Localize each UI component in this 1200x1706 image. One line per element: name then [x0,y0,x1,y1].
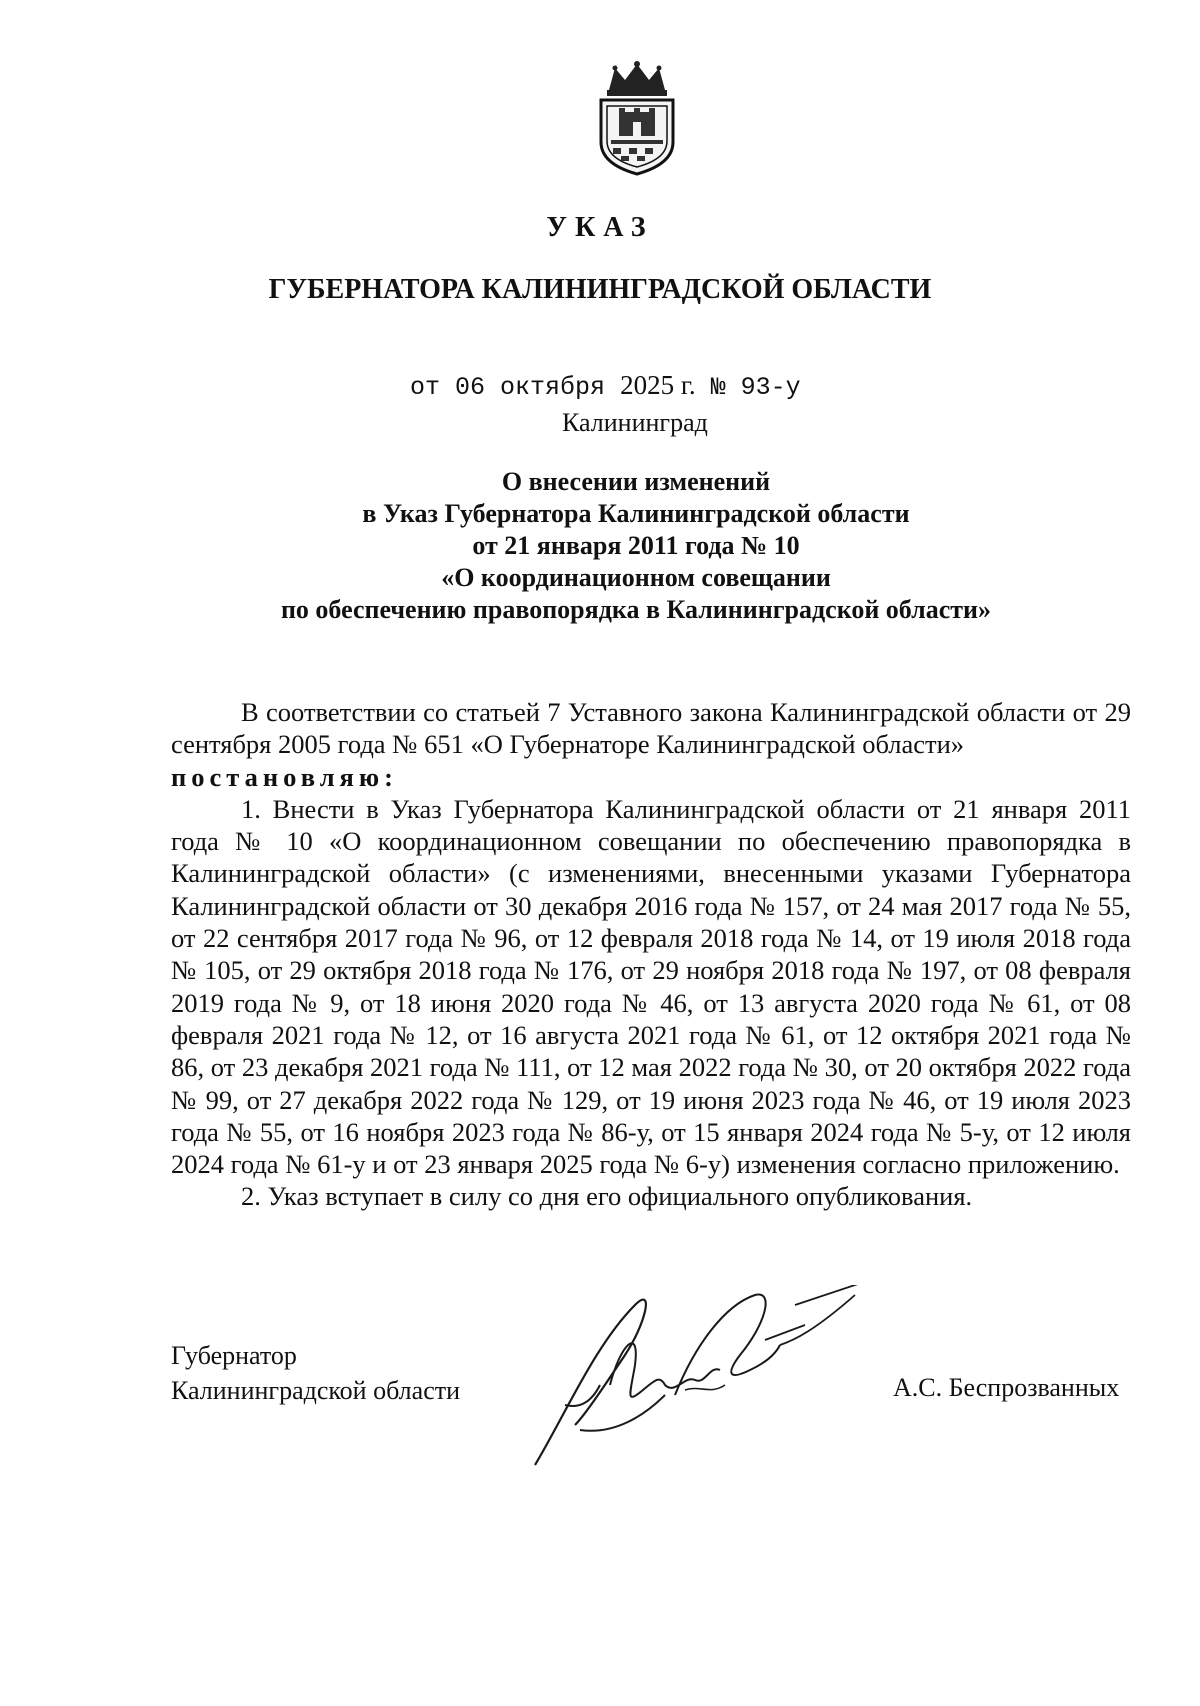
decree-date-number [410,370,801,402]
decree-word: постановляю: [171,761,398,792]
position-line: Губернатор [171,1341,297,1370]
issuer-title: ГУБЕРНАТОРА КАЛИНИНГРАДСКОЙ ОБЛАСТИ [268,274,932,305]
subject-line: О внесении изменений [501,467,771,496]
decree-title: УКАЗ [546,212,654,243]
subject-line: «О координационном совещании [441,563,831,592]
signatory-name: А.С. Беспрозванных [893,1373,1120,1402]
preamble-paragraph: В соответствии со статьей 7 Уставного закона Калининградской области от 29 сентября 2005 года № 651 «О Губернаторе Калининградской области» [171,697,1131,760]
subject-line: по обеспечению правопорядка в Калининградской области» [280,595,992,624]
decree-subject [36,466,1200,626]
signatory-position [171,1338,460,1408]
regional-coat-of-arms-icon [587,60,687,178]
position-line: Калининградской области [171,1376,461,1405]
decree-body [171,696,1131,1213]
decree-year: 2025 г. [620,370,696,400]
item-1-paragraph: 1. Внести в Указ Губернатора Калининградской области от 21 января 2011 года № 10 «О координационном совещании по обеспечению правопорядка в Калининградской области» (с изменениями, внесенными указами Губернатора Калининградской области от 30 декабря 2016 года № 157, от 24 мая 2017 года № 55, от 22 сентября 2017 года № 96, от 12 февраля 2018 года № 14, от 19 июля 2018 года № 105, от 29 октября 2018 года № 176, от 29 ноября 2018 года № 197, от 08 февраля 2019 года № 9, от 18 июня 2020 года № 46, от 13 августа 2020 года № 61, от 08 февраля 2021 года № 12, от 16 августа 2021 года № 61, от 12 октября 2021 года № 86, от 23 декабря 2021 года № 111, от 12 мая 2022 года № 30, от 20 октября 2022 года № 99, от 27 декабря 2022 года № 129, от 19 июня 2023 года № 46, от 19 июля 2023 года № 55, от 16 ноября 2023 года № 86-у, от 15 января 2024 года № 5-у, от 12 июля 2024 года № 61-у и от 23 января 2025 года № 6-у) изменения согласно приложению. [171,793,1131,1180]
subject-line: в Указ Губернатора Калининградской области [362,499,910,528]
decree-city: Калининград [562,408,708,437]
subject-line: от 21 января 2011 года № 10 [472,531,800,560]
item-2-paragraph: 2. Указ вступает в силу со дня его официального опубликования. [241,1181,973,1212]
handwritten-signature-icon [525,1285,885,1475]
decree-number: № 93-у [710,373,801,402]
decree-date: от 06 октября [410,373,606,402]
